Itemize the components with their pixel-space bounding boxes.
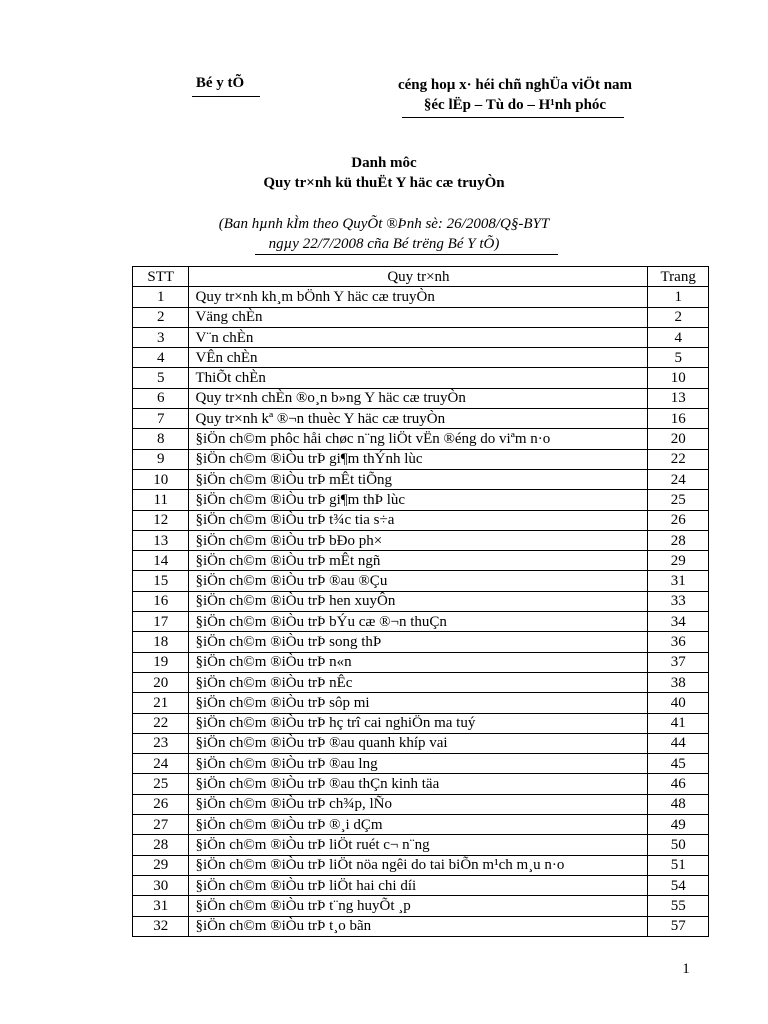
row-procedure: §iÖn ch©m ®iÒu trÞ sôp mi [189,693,648,713]
table-row [133,774,709,794]
row-page: 5 [648,348,709,368]
row-procedure: §iÖn ch©m ®iÒu trÞ t¨ng huyÕt ¸p [189,896,648,916]
table-row [133,429,709,449]
table-row [133,632,709,652]
row-stt: 25 [133,774,189,794]
row-page: 33 [648,591,709,611]
row-page: 54 [648,875,709,895]
table-row [133,875,709,895]
table-row [133,815,709,835]
table-row [133,307,709,327]
row-page: 41 [648,713,709,733]
row-stt: 22 [133,713,189,733]
row-stt: 12 [133,510,189,530]
row-procedure: Quy tr×nh kh¸m bÖnh Y häc cæ truyÒn [189,287,648,307]
row-procedure: §iÖn ch©m ®iÒu trÞ ®au ®Çu [189,571,648,591]
row-stt: 14 [133,551,189,571]
table-row [133,530,709,550]
row-stt: 13 [133,530,189,550]
table-row [133,490,709,510]
table-row [133,855,709,875]
row-procedure: §iÖn ch©m ®iÒu trÞ liÖt nöa ngêi do tai biÕn m¹ch m¸u n·o [189,855,648,875]
row-stt: 26 [133,794,189,814]
table-row [133,794,709,814]
row-stt: 10 [133,469,189,489]
row-stt: 20 [133,672,189,692]
row-page: 45 [648,754,709,774]
row-stt: 21 [133,693,189,713]
table-row [133,835,709,855]
row-stt: 31 [133,896,189,916]
row-page: 31 [648,571,709,591]
row-procedure: §iÖn ch©m ®iÒu trÞ n«n [189,652,648,672]
national-header [350,75,680,115]
table-header-row [133,267,709,287]
row-stt: 15 [133,571,189,591]
row-page: 57 [648,916,709,936]
decision-underline [255,254,558,255]
table-row [133,754,709,774]
row-page: 16 [648,409,709,429]
row-procedure: Quy tr×nh kª ®¬n thuèc Y häc cæ truyÒn [189,409,648,429]
table-row [133,733,709,753]
table-row [133,348,709,368]
title-line-1: Danh môc [351,155,417,171]
row-page: 49 [648,815,709,835]
row-procedure: §iÖn ch©m ®iÒu trÞ hç trî cai nghiÖn ma tuý [189,713,648,733]
row-page: 28 [648,530,709,550]
row-page: 1 [648,287,709,307]
row-stt: 30 [133,875,189,895]
header-page: Trang [648,267,709,287]
row-stt: 7 [133,409,189,429]
row-procedure: §iÖn ch©m phôc håi chøc n¨ng liÖt vËn ®éng do viªm n·o [189,429,648,449]
row-procedure: §iÖn ch©m ®iÒu trÞ liÖt ruét c¬ n¨ng [189,835,648,855]
row-stt: 29 [133,855,189,875]
row-procedure: Väng chÈn [189,307,648,327]
row-page: 44 [648,733,709,753]
country-name: céng hoµ x· héi chñ nghÜa viÖt nam [397,77,633,93]
table-row [133,713,709,733]
table-row [133,551,709,571]
row-stt: 17 [133,612,189,632]
row-procedure: §iÖn ch©m ®iÒu trÞ mÊt tiÕng [189,469,648,489]
decision-line-2: ngµy 22/7/2008 cña Bé trëng Bé Y tÕ) [268,236,500,252]
ministry-underline [192,96,260,97]
row-stt: 2 [133,307,189,327]
row-stt: 5 [133,368,189,388]
procedure-table [132,266,709,937]
document-title [0,153,768,193]
row-procedure: §iÖn ch©m ®iÒu trÞ ®au quanh khíp vai [189,733,648,753]
row-procedure: ThiÕt chÈn [189,368,648,388]
row-procedure: §iÖn ch©m ®iÒu trÞ hen xuyÔn [189,591,648,611]
row-procedure: §iÖn ch©m ®iÒu trÞ gi¶m thÞ lùc [189,490,648,510]
row-procedure: §iÖn ch©m ®iÒu trÞ t¾c tia s÷a [189,510,648,530]
row-stt: 24 [133,754,189,774]
row-procedure: §iÖn ch©m ®iÒu trÞ song thÞ [189,632,648,652]
row-stt: 16 [133,591,189,611]
row-stt: 11 [133,490,189,510]
row-stt: 28 [133,835,189,855]
row-page: 34 [648,612,709,632]
table-row [133,368,709,388]
table-row [133,409,709,429]
table-row [133,672,709,692]
row-procedure: §iÖn ch©m ®iÒu trÞ ®¸i dÇm [189,815,648,835]
row-procedure: §iÖn ch©m ®iÒu trÞ ®au thÇn kinh täa [189,774,648,794]
decision-reference [0,214,768,254]
row-page: 51 [648,855,709,875]
row-procedure: §iÖn ch©m ®iÒu trÞ liÖt hai chi díi [189,875,648,895]
motto-underline [402,117,624,118]
row-procedure: Quy tr×nh chÈn ®o¸n b»ng Y häc cæ truyÒn [189,388,648,408]
row-stt: 19 [133,652,189,672]
row-page: 24 [648,469,709,489]
row-stt: 9 [133,449,189,469]
row-page: 22 [648,449,709,469]
table-row [133,896,709,916]
table-row [133,388,709,408]
row-procedure: §iÖn ch©m ®iÒu trÞ mÊt ngñ [189,551,648,571]
table-body [133,287,709,937]
table-row [133,449,709,469]
row-page: 25 [648,490,709,510]
row-stt: 4 [133,348,189,368]
row-procedure: VÊn chÈn [189,348,648,368]
title-line-2: Quy tr×nh kü thuËt Y häc cæ truyÒn [263,175,505,191]
row-page: 20 [648,429,709,449]
row-page: 36 [648,632,709,652]
row-page: 2 [648,307,709,327]
row-stt: 27 [133,815,189,835]
row-stt: 6 [133,388,189,408]
row-procedure: §iÖn ch©m ®iÒu trÞ ch¾p, lÑo [189,794,648,814]
ministry-name: Bé y tÕ [195,75,245,91]
table-row [133,612,709,632]
row-stt: 3 [133,327,189,347]
row-page: 55 [648,896,709,916]
row-stt: 8 [133,429,189,449]
row-page: 46 [648,774,709,794]
row-procedure: §iÖn ch©m ®iÒu trÞ t¸o bãn [189,916,648,936]
table-row [133,693,709,713]
row-procedure: §iÖn ch©m ®iÒu trÞ nÊc [189,672,648,692]
row-procedure: §iÖn ch©m ®iÒu trÞ ®au lng [189,754,648,774]
header-stt: STT [133,267,189,287]
row-stt: 18 [133,632,189,652]
header-procedure: Quy tr×nh [189,267,648,287]
row-stt: 23 [133,733,189,753]
row-page: 48 [648,794,709,814]
national-motto: §éc lËp – Tù do – H¹nh phóc [423,97,607,113]
row-page: 50 [648,835,709,855]
row-stt: 32 [133,916,189,936]
row-page: 29 [648,551,709,571]
row-page: 10 [648,368,709,388]
table-row [133,591,709,611]
table-row [133,327,709,347]
table-row [133,916,709,936]
row-procedure: §iÖn ch©m ®iÒu trÞ bÝu cæ ®¬n thuÇn [189,612,648,632]
table-row [133,287,709,307]
row-stt: 1 [133,287,189,307]
row-page: 38 [648,672,709,692]
row-page: 40 [648,693,709,713]
decision-line-1: (Ban hµnh kÌm theo QuyÕt ®Þnh sè: 26/2008/Q§-BYT [218,216,550,232]
row-procedure: §iÖn ch©m ®iÒu trÞ bÐo ph× [189,530,648,550]
row-procedure: V¨n chÈn [189,327,648,347]
table-row [133,652,709,672]
table-row [133,469,709,489]
row-page: 4 [648,327,709,347]
row-page: 37 [648,652,709,672]
page-number: 1 [682,961,690,977]
row-page: 13 [648,388,709,408]
table-row [133,571,709,591]
table-row [133,510,709,530]
row-page: 26 [648,510,709,530]
row-procedure: §iÖn ch©m ®iÒu trÞ gi¶m thÝnh lùc [189,449,648,469]
